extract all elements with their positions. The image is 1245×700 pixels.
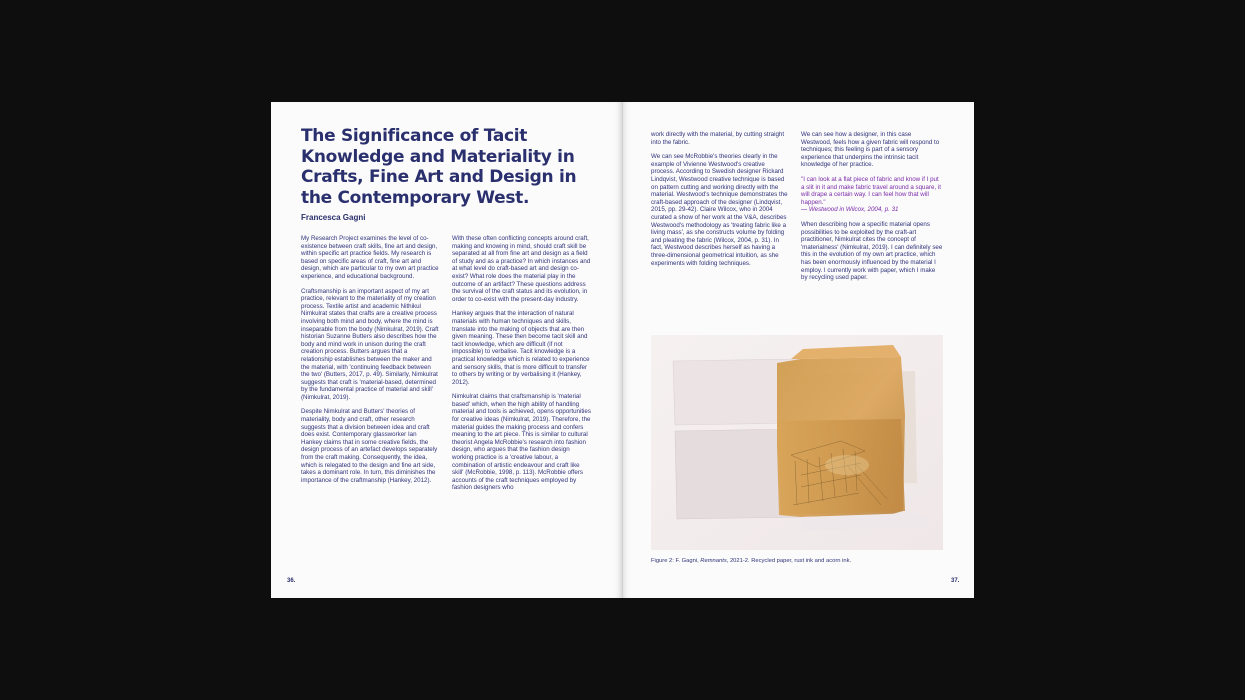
paragraph: work directly with the material, by cutting straight into the fabric.	[651, 131, 785, 146]
paragraph: We can see how a designer, in this case Westwood, feels how a given fabric will respond to techniques; this feeling is part of a sensory experience that underpins the intrinsic tacit knowledge of her practice.	[801, 131, 940, 169]
article-title: The Significance of Tacit Knowledge and Materiality in Crafts, Fine Art and Design in the Contemporary West.	[301, 126, 577, 208]
magazine-spread	[271, 102, 974, 598]
page-number-left: 36.	[287, 578, 296, 584]
paragraph: My Research Project examines the level of co-existence between craft skills, fine art and design, within specific art practice fields. My research is based on specific areas of craft, fine art and design, which are particular to my own art practice experience, and educational background.	[301, 235, 439, 280]
left-page	[271, 102, 622, 598]
caption-suffix: , 2021-2. Recycled paper, rust ink and acorn ink.	[726, 558, 852, 564]
figure-caption	[651, 558, 851, 564]
page-number-right: 37.	[951, 578, 960, 584]
paragraph: Craftsmanship is an important aspect of my art practice, relevant to the materiality of my creation process. Textile artist and academic Nithikul Nimkulrat states that crafts are a creative process involving both mind and body, where the mind is inseparable from the body (Nimkulrat, 2019). Craft historian Suzanne Butters also describes how the body and mind work in unison during the craft creation process. Butters argues that a relationship establishes between the maker and the material, with 'continuing feedback between the two' (Butters, 2017, p. 49). Similarly, Nimkulrat suggests that craft is 'material-based, determined by the fundamental practice of material and skill' (Nimkulrat, 2019).	[301, 287, 439, 401]
quote-text: "I can look at a flat piece of fabric and know if I put a slit in it and make fabric travel around a square, it will drape a certain way. I can feel how that will happen."	[801, 175, 941, 206]
quote-source: — Westwood in Wilcox, 2004, p. 31	[801, 206, 899, 214]
caption-title: Remnants	[700, 558, 727, 564]
paragraph: Hankey argues that the interaction of natural materials with human techniques and skills, translate into the making of objects that are then given meaning. These then become tacit skill and tacit knowledge, which are difficult (if not impossible) to verbalise. Tacit knowledge is a practical knowledge which is related to experience and sensory skills, that is more difficult to transfer to others by writing or by verbalising it (Hankey, 2012).	[452, 310, 590, 386]
left-column-2	[452, 235, 592, 499]
left-column-1	[301, 235, 439, 491]
right-page	[623, 102, 974, 598]
pull-quote	[801, 176, 943, 214]
paragraph: Despite Nimkulrat and Butters' theories of materiality, body and craft, other research suggests that a division between idea and craft does exist. Contemporary glassworker Ian Hankey claims that in some creative fields, the design process of an artefact develops separately from the craft making. Consequently, the idea, which is relegated to the design and fine art side, takes a dominant role. In turn, this diminishes the importance of the craftmanship (Hankey, 2012).	[301, 408, 438, 484]
caption-prefix: Figure 2: F. Gagni,	[651, 558, 701, 564]
paragraph: Nimkulrat claims that craftsmanship is 'material based' which, when the high ability of handling material and tools is achieved, opens opportunities for creative ideas (Nimkulrat, 2019). Therefore, the material guides the making process and confers meaning to the art piece. This is similar to cultural theorist Angela McRobbie's research into fashion design, who argues that the fashion design working practice is a 'creative labour, a combination of artistic endeavour and craft like skill' (McRobbie, 1998, p. 113). McRobbie offers accounts of the craft techniques employed by fashion designers who	[452, 393, 591, 492]
paragraph: When describing how a specific material opens possibilities to be exploited by the craft-art practitioner, Nimkulrat cites the concept of 'materialness' (Nimkulrat, 2019). I can definitely see this in the evolution of my own art practice, which has been enormously influenced by the material I employ. I currently work with paper, which I make by recycling used paper.	[801, 220, 943, 282]
article-author: Francesca Gagni	[301, 213, 366, 222]
artwork-remnants-illustration	[651, 335, 943, 550]
artwork-image	[651, 335, 943, 550]
right-column-2	[801, 131, 943, 289]
right-column-1	[651, 131, 789, 274]
paragraph: With these often conflicting concepts around craft, making and knowing in mind, should craft skill be separated at all from fine art and design as a field of study and as a practice? In which instances and at what level do craft-based art and design co- exist? What role does the material play in the outcome of an artifact? These questions address the survival of the craft status and its evolution, in order to co-exist with the present-day industry.	[452, 235, 591, 303]
paragraph: We can see McRobbie's theories clearly in the example of Vivienne Westwood's creative process. According to Swedish designer Rickard Lindqvist, Westwood creative technique is based on pattern cutting and working directly with the material. Westwood's technique demonstrates the craft-based approach of the designer (Lindqvist, 2015, pp. 29-42). Claire Wilcox, who in 2004 curated a show of her work at the V&A, describes Westwood's methodology as 'treating fabric like a living mass', as she constructs volume by folding and pleating the fabric (Wilcox, 2004, p. 31). In fact, Westwood describes herself as having a three-dimensional geometrical intuition, as she experiments with folding techniques.	[651, 153, 788, 267]
